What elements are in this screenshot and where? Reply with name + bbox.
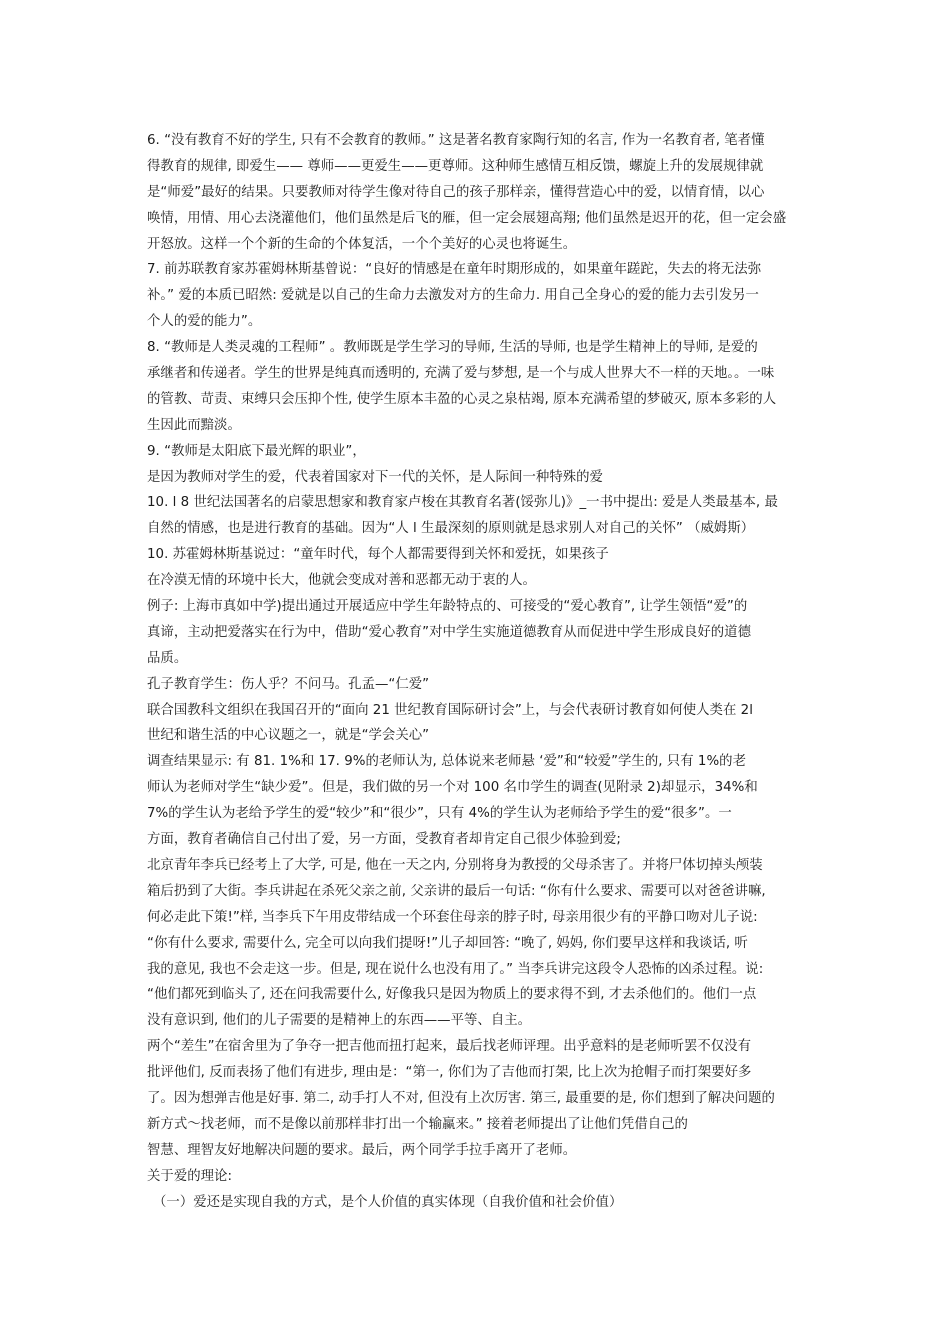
text-line: 智慧、理智友好地解决问题的要求。最后，两个同学手拉手离开了老师。 [147,1142,577,1158]
text-line: 是“师爱”最好的结果。只要教师对待学生像对待自己的孩子那样亲，懂得营造心中的爱，以情育情，以心 [147,184,765,200]
text-line: 承继者和传递者。学生的世界是纯真而透明的, 充满了爱与梦想, 是一个与成人世界大不一样的天地。。一味 [147,366,775,382]
text-line: 联合国教科文组织在我国召开的“面向 21 世纪教育国际研讨会”上，与会代表研讨教育如何使人类在 2l [147,702,753,718]
text-line: 10. 苏霍姆林斯基说过：“童年时代，每个人都需要得到关怀和爱抚，如果孩子 [147,547,609,563]
document-body [147,128,811,1215]
text-line: 7%的学生认为老给予学生的爱“较少”和“很少”，只有 4%的学生认为老师给予学生的爱“很多”。一 [147,806,732,822]
text-line: 孔子教育学生：伤人乎？不问马。孔孟—“仁爱” [147,676,430,692]
text-line: 了。因为想弹吉他是好事. 第二, 动手打人不对, 但没有上次厉害. 第三, 最重要的是, 你们想到了解决问题的 [147,1090,775,1106]
text-line: 8. “教师是人类灵魂的工程师” 。教师既是学生学习的导师, 生活的导师, 也是学生精神上的导师, 是爱的 [147,340,758,356]
text-line: 世纪和谐生活的中心议题之一，就是“学会关心” [147,728,430,744]
text-line: 自然的情感，也是进行教育的基础。因为“人 l 生最深刻的原则就是恳求别人对自己的关怀” （威姆斯） [147,521,755,537]
text-line: 补。” 爱的本质已昭然: 爱就是以自己的生命力去激发对方的生命力. 用自己全身心的爱的能力去引发另一 [147,288,759,304]
text-line: 箱后扔到了大街。李兵讲起在杀死父亲之前, 父亲讲的最后一句话: “你有什么要求、需要可以对爸爸讲嘛, [147,883,766,899]
text-line: 调查结果显示: 有 81. 1%和 17. 9%的老师认为, 总体说来老师悬 ‘爱”和“较爱”学生的, 只有 1%的老 [147,754,747,770]
text-line: 何必走此下策!”样, 当李兵下午用皮带结成一个环套住母亲的脖子时, 母亲用很少有的平静口吻对儿子说: [147,909,758,925]
text-line: 在冷漠无情的环境中长大，他就会变成对善和恶都无动于衷的人。 [147,573,536,589]
text-line: 7. 前苏联教育家苏霍姆林斯基曾说：“良好的情感是在童年时期形成的，如果童年蹉跎，失去的将无法弥 [147,262,762,278]
text-line: 个人的爱的能力”。 [147,314,262,330]
text-line: 6. “没有教育不好的学生, 只有不会教育的教师。” 这是著名教育家陶行知的名言, 作为一名教育者, 笔者懂 [147,133,765,148]
text-line: 真谛，主动把爱落实在行为中，借助“爱心教育”对中学生实施道德教育从而促进中学生形成良好的道德 [147,624,751,640]
text-line: 例子: 上海市真如中学)提出通过开展适应中学生年龄特点的、可接受的“爱心教育”, 让学生领悟“爱”的 [147,599,748,615]
text-line: 是因为教师对学生的爱，代表着国家对下一代的关怀，是人际间一种特殊的爱 [147,469,603,485]
text-line: 两个“差生”在宿舍里为了争夺一把吉他而扭打起来，最后找老师评理。出乎意料的是老师听罢不仅没有 [147,1039,751,1055]
text-line: 我的意见, 我也不会走这一步。但是, 现在说什么也没有用了。” 当李兵讲完这段令人恐怖的凶杀过程。说: [147,961,764,977]
text-line: （一）爱还是实现自我的方式，是个人价值的真实体现（自我价值和社会价值） [153,1194,623,1210]
text-line: “你有什么要求, 需要什么, 完全可以向我们提呀!”儿子却回答: “晚了, 妈妈, 你们要早这样和我谈话, 听 [147,935,748,951]
text-line: 没有意识到, 他们的儿子需要的是精神上的东西——平等、自主。 [147,1013,532,1029]
text-line: 的管教、苛责、束缚只会压抑个性, 使学生原本丰盈的心灵之泉枯竭, 原本充满希望的梦破灭, 原本多彩的人 [147,391,777,407]
text-line: 关于爱的理论: [147,1168,232,1184]
text-line: 方面，教育者确信自己付出了爱，另一方面，受教育者却肯定自己很少体验到爱; [147,832,621,848]
text-line: 品质。 [147,650,188,666]
text-line: 9. “教师是太阳底下最光辉的职业”， [147,443,366,459]
text-line: “他们都死到临头了, 还在问我需要什么, 好像我只是因为物质上的要求得不到, 才去杀他们的。他们一点 [147,987,757,1003]
text-line: 批评他们, 反而表扬了他们有进步, 理由是：“第一, 你们为了吉他而打架, 比上次为抢帽子而打架要好多 [147,1065,752,1081]
text-line: 10. l 8 世纪法国著名的启蒙思想家和教育家卢梭在其教育名著(馁弥儿)》_一书中提出: 爱是人类最基本, 最 [147,495,778,511]
text-line: 唤情，用情、用心去浇灌他们，他们虽然是后飞的雁，但一定会展翅高翔; 他们虽然是迟开的花，但一定会盛 [147,210,787,226]
text-line: 北京青年李兵已经考上了大学, 可是, 他在一天之内, 分别将身为教授的父母杀害了。并将尸体切掉头颅装 [147,857,763,873]
text-line: 师认为老师对学生“缺少爱”。但是，我们做的另一个对 100 名巾学生的调查(见附录 2)却显示，34%和 [147,780,758,796]
text-line: 得教育的规律, 即爱生—— 尊师——更爱生——更尊师。这种师生感情互相反馈，螺旋上升的发展规律就 [147,158,764,174]
text-line: 新方式～找老师，而不是像以前那样非打出一个输赢来。” 接着老师提出了让他们凭借自己的 [147,1116,688,1132]
text-line: 开怒放。这样一个个新的生命的个体复活，一个个美好的心灵也将诞生。 [147,236,577,252]
text-line: 生因此而黯淡。 [147,417,241,433]
